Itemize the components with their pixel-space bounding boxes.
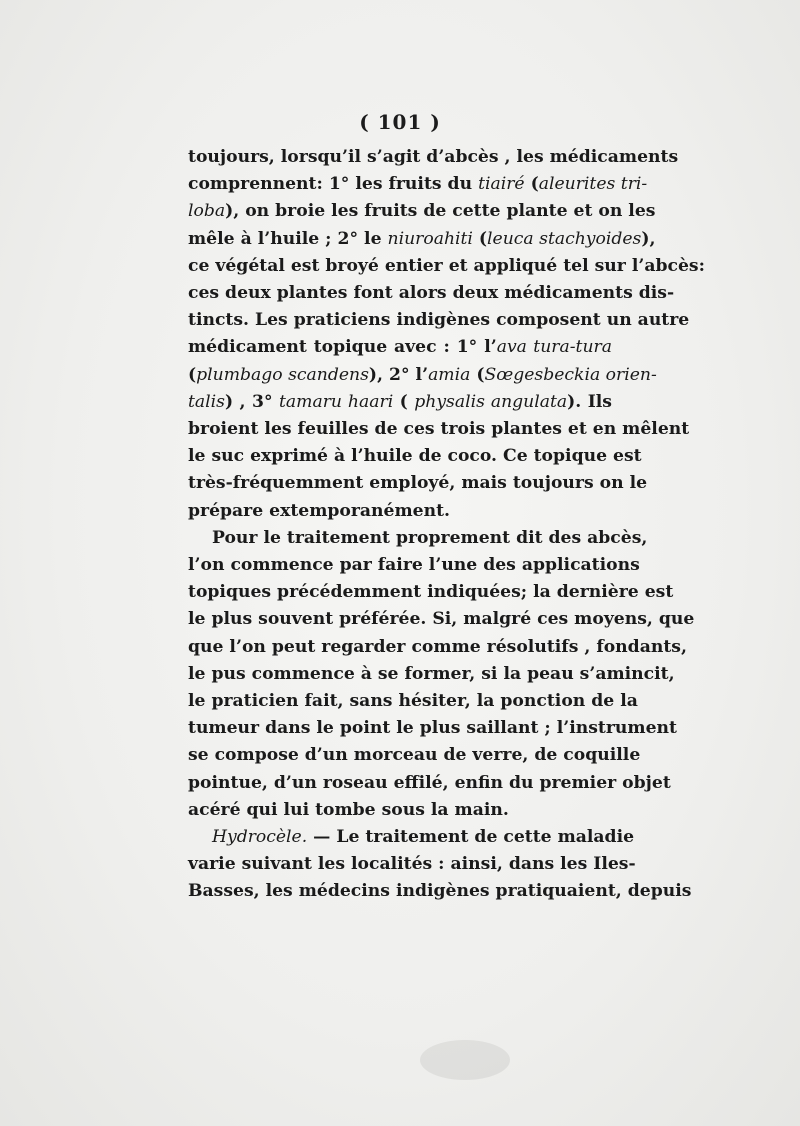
text-run: ) , 3° (224, 391, 280, 412)
italic-term: aleurites tri- (538, 174, 648, 195)
text-run: ), 2° l’ (368, 364, 429, 385)
italic-term: talis (188, 391, 225, 412)
text-run: ). Ils (567, 391, 612, 412)
text-line (188, 144, 679, 171)
text-line (188, 797, 612, 824)
text-line (188, 851, 636, 878)
text-line (188, 579, 674, 606)
text-line (188, 661, 675, 688)
text-line (188, 470, 648, 497)
text-line (188, 634, 687, 661)
text-run: ce végétal est broyé entier et appliqué tel sur l’abcès: (188, 255, 705, 276)
text-run: mêle à l’huile ; 2° le (188, 228, 388, 249)
italic-term: niuroahiti (387, 228, 473, 249)
text-run: ( (470, 364, 485, 385)
text-run: très-fréquemment employé, mais toujours on le (188, 473, 648, 494)
text-run: médicament topique avec : 1° l’ (188, 337, 497, 358)
italic-term: loba (188, 201, 226, 222)
text-run: le pus commence à se former, si la peau s’amincit, (188, 663, 675, 684)
text-line (188, 334, 612, 361)
text-line (188, 742, 641, 769)
text-run: que l’on peut regarder comme résolutifs , fondants, (188, 636, 687, 657)
paper-smudge (420, 1040, 510, 1080)
text-run: ces deux plantes font alors deux médicaments dis- (188, 283, 675, 304)
text-run: broient les feuilles de ces trois plantes et en mêlent (188, 419, 690, 440)
italic-term: Sœgesbeckia orien- (484, 364, 657, 385)
text-line (188, 362, 657, 389)
italic-term: amia (428, 364, 471, 385)
italic-term: tamaru haari (279, 391, 394, 412)
text-line (188, 525, 648, 552)
italic-term: physalis angulata (414, 391, 568, 412)
text-line (188, 552, 640, 579)
text-line (188, 416, 690, 443)
text-line (188, 389, 612, 416)
text-run: se compose d’un morceau de verre, de coquille (188, 745, 641, 766)
text-run: Pour le traitement proprement dit des abcès, (212, 527, 648, 548)
text-run: tumeur dans le point le plus saillant ; l’instrument (188, 718, 677, 739)
text-line (188, 715, 677, 742)
text-line (188, 443, 642, 470)
text-run: topiques précédemment indiquées; la dernière est (188, 582, 674, 603)
text-run: ( (524, 174, 539, 195)
body-text (188, 144, 705, 906)
page-number: ( 101 ) (359, 110, 441, 134)
text-run: ), (641, 228, 656, 249)
italic-term: tiairé (478, 174, 525, 195)
text-line (188, 253, 705, 280)
text-run: prépare extemporanément. (188, 500, 451, 521)
text-line (188, 606, 695, 633)
text-line (188, 878, 692, 905)
text-run: tincts. Les praticiens indigènes composent un autre (188, 310, 690, 331)
text-run: ( (472, 228, 488, 249)
italic-term: Hydrocèle. (212, 827, 308, 848)
text-line (188, 280, 675, 307)
text-run: le praticien fait, sans hésiter, la ponction de la (188, 691, 638, 712)
text-run: Basses, les médecins indigènes pratiquaient, depuis (188, 881, 692, 902)
text-run: comprennent: 1° les fruits du (188, 174, 479, 195)
text-run: varie suivant les localités : ainsi, dans les Iles- (188, 854, 636, 875)
text-line (188, 307, 690, 334)
text-run: ( (393, 391, 415, 412)
text-run: l’on commence par faire l’une des applications (188, 555, 640, 576)
text-line (188, 226, 656, 253)
text-line (188, 824, 635, 851)
text-line (188, 198, 656, 225)
text-line (188, 770, 671, 797)
text-line (188, 171, 648, 198)
text-run: acéré qui lui tombe sous la main. (188, 799, 509, 820)
italic-term: ava tura-tura (496, 337, 612, 358)
text-run: ( (188, 364, 197, 385)
text-run: le plus souvent préférée. Si, malgré ces moyens, que (188, 609, 695, 630)
text-run: le suc exprimé à l’huile de coco. Ce topique est (188, 446, 642, 467)
italic-term: plumbago scandens (196, 364, 369, 385)
text-run: — Le traitement de cette maladie (307, 827, 635, 848)
italic-term: leuca stachyoides (487, 228, 642, 249)
text-line (188, 498, 612, 525)
text-run: ), on broie les fruits de cette plante et on les (225, 201, 656, 222)
text-run: pointue, d’un roseau effilé, enfin du premier objet (188, 772, 671, 793)
text-run: toujours, lorsqu’il s’agit d’abcès , les médicaments (188, 147, 679, 167)
text-line (188, 688, 638, 715)
